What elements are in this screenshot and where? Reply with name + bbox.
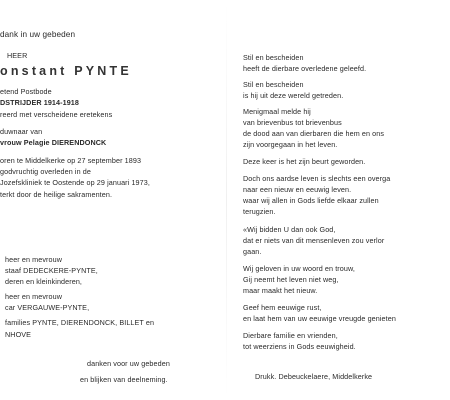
poem-line-6: van brievenbus tot brievenbus xyxy=(243,118,342,127)
death-line-1: godvruchtig overleden in de xyxy=(0,167,92,176)
opening-line: dank in uw gebeden xyxy=(0,30,76,39)
family-line-7: NHOVE xyxy=(5,330,32,339)
fold-line xyxy=(226,0,227,400)
poem-line-13: terugzien. xyxy=(243,207,276,216)
sacrament-line: terkt door de heilige sakramenten. xyxy=(0,190,113,199)
printer-credit: Drukk. Debeuckelaere, Middelkerke xyxy=(255,372,373,381)
poem-line-5: Menigmaal melde hij xyxy=(243,107,311,116)
thanks-line-1: danken voor uw gebeden xyxy=(87,359,170,368)
poem-line-21: en laat hem van uw eeuwige vreugde genieten xyxy=(243,314,396,323)
family-line-6: families PYNTE, DIERENDONCK, BILLET en xyxy=(5,318,155,327)
poem-line-9: Deze keer is het zijn beurt geworden. xyxy=(243,157,366,166)
poem-line-3: Stil en bescheiden xyxy=(243,80,304,89)
poem-line-22: Dierbare familie en vrienden, xyxy=(243,331,338,340)
birth-line: oren te Middelkerke op 27 september 1893 xyxy=(0,156,142,165)
honours-line: reerd met verscheidene eretekens xyxy=(0,110,113,119)
poem-line-18: Gij neemt het leven niet weg, xyxy=(243,275,339,284)
poem-line-15: dat er niets van dit mensenleven zou verlor xyxy=(243,236,385,245)
poem-line-2: heeft de dierbare overledene geleefd. xyxy=(243,64,367,73)
poem-line-7: de dood aan van dierbaren die hem en ons xyxy=(243,129,385,138)
deceased-name: onstant PYNTE xyxy=(0,64,132,78)
spouse-line: vrouw Pelagie DIERENDONCK xyxy=(0,138,107,147)
poem-line-14: «Wij bidden U dan ook God, xyxy=(243,225,336,234)
poem-line-4: is hij uit deze wereld getreden. xyxy=(243,91,344,100)
poem-line-17: Wij geloven in uw woord en trouw, xyxy=(243,264,355,273)
death-line-2: Jozefskliniek te Oostende op 29 januari 1973, xyxy=(0,178,150,187)
poem-line-11: naar een nieuw en eeuwig leven. xyxy=(243,185,352,194)
poem-line-19: maar maakt het nieuw. xyxy=(243,286,318,295)
poem-line-12: waar wij allen in Gods liefde elkaar zullen xyxy=(243,196,379,205)
family-line-2: staaf DEDECKERE-PYNTE, xyxy=(5,266,98,275)
poem-line-8: zijn voorgegaan in het leven. xyxy=(243,140,338,149)
occupation: etend Postbode xyxy=(0,87,52,96)
title-heer: HEER xyxy=(7,51,28,60)
veteran-line: DSTRIJDER 1914-1918 xyxy=(0,98,80,107)
poem-line-20: Geef hem eeuwige rust, xyxy=(243,303,322,312)
family-line-1: heer en mevrouw xyxy=(5,255,63,264)
poem-line-16: gaan. xyxy=(243,247,262,256)
poem-line-10: Doch ons aardse leven is slechts een overga xyxy=(243,174,391,183)
poem-line-1: Stil en bescheiden xyxy=(243,53,304,62)
family-line-3: deren en kleinkinderen, xyxy=(5,277,83,286)
family-line-4: heer en mevrouw xyxy=(5,292,63,301)
poem-line-23: tot weerziens in Gods eeuwigheid. xyxy=(243,342,356,351)
widower-line: duwnaar van xyxy=(0,127,43,136)
family-line-5: car VERGAUWE-PYNTE, xyxy=(5,303,90,312)
thanks-line-2: en blijken van deelneming. xyxy=(80,375,168,384)
